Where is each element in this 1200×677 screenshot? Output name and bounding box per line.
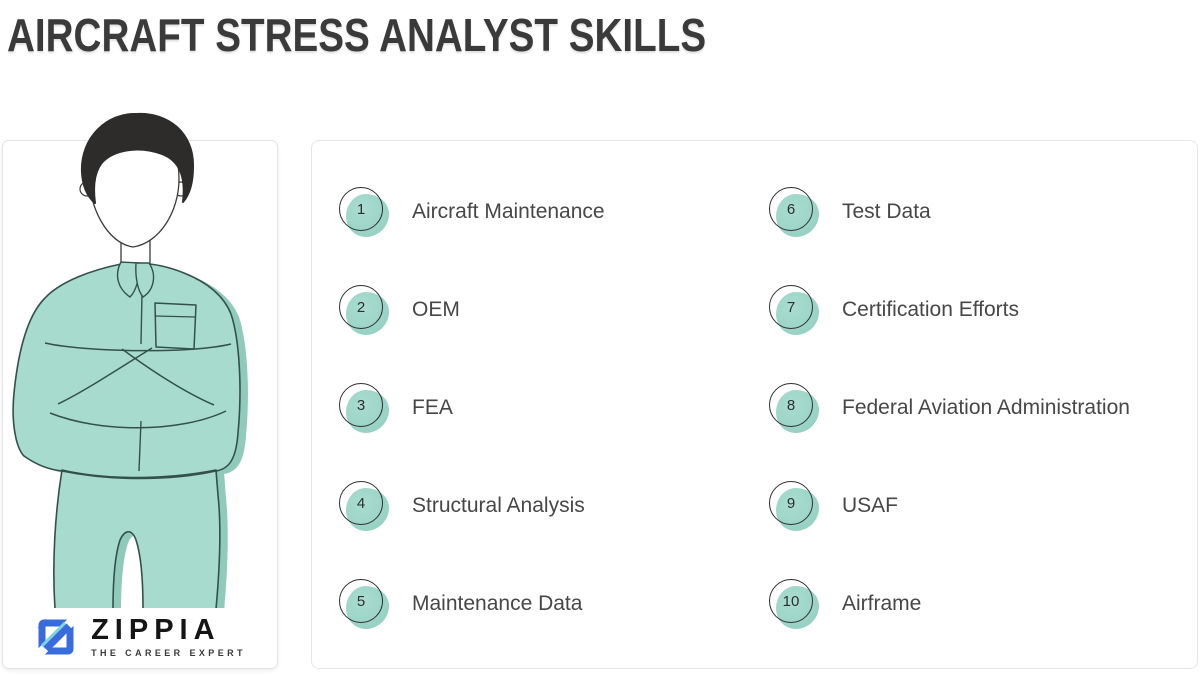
person-illustration-svg	[0, 103, 278, 615]
badge-ring	[339, 481, 383, 525]
skill-number-badge	[339, 187, 389, 237]
skill-label: Federal Aviation Administration	[842, 396, 1130, 419]
badge-ring	[339, 285, 383, 329]
brand-name: ZIPPIA	[91, 614, 221, 646]
skill-number: 10	[782, 592, 800, 610]
skill-label: Maintenance Data	[412, 592, 583, 615]
skill-item	[339, 383, 605, 433]
badge-ring	[769, 383, 813, 427]
skill-number: 2	[356, 298, 366, 316]
skill-item	[339, 187, 605, 237]
man-with-crossed-arms-illustration	[0, 103, 278, 615]
skill-number: 8	[786, 396, 796, 414]
skill-number: 9	[786, 494, 796, 512]
skill-item	[339, 285, 605, 335]
skill-number: 1	[356, 200, 366, 218]
skill-number: 4	[356, 494, 366, 512]
skills-column-right	[769, 187, 1130, 677]
badge-ring	[769, 579, 813, 623]
skill-label: USAF	[842, 494, 899, 517]
skill-label: Aircraft Maintenance	[412, 200, 605, 223]
skill-item	[769, 285, 1130, 335]
skill-label: Structural Analysis	[412, 494, 585, 517]
skill-label: FEA	[412, 396, 453, 419]
badge-ring	[339, 383, 383, 427]
skill-item	[769, 579, 1130, 629]
skill-number-badge	[339, 579, 389, 629]
skill-item	[769, 481, 1130, 531]
skill-number-badge	[339, 285, 389, 335]
skill-number-badge	[769, 579, 819, 629]
skill-item	[339, 579, 605, 629]
skill-number: 6	[786, 200, 796, 218]
zippia-logo-icon	[34, 615, 78, 659]
skill-number-badge	[339, 383, 389, 433]
badge-ring	[339, 579, 383, 623]
badge-ring	[769, 285, 813, 329]
badge-ring	[769, 187, 813, 231]
skill-label: OEM	[412, 298, 460, 321]
skill-number-badge	[339, 481, 389, 531]
skill-item	[769, 187, 1130, 237]
skill-number-badge	[769, 383, 819, 433]
skill-number: 7	[786, 298, 796, 316]
skill-number: 5	[356, 592, 366, 610]
skill-item	[769, 383, 1130, 433]
skills-card	[311, 140, 1198, 669]
skill-item	[339, 481, 605, 531]
badge-ring	[339, 187, 383, 231]
skill-number-badge	[769, 187, 819, 237]
shirt-pocket	[155, 303, 196, 349]
skill-number: 3	[356, 396, 366, 414]
brand-tagline: THE CAREER EXPERT	[91, 648, 246, 658]
skill-number-badge	[769, 285, 819, 335]
badge-ring	[769, 481, 813, 525]
skill-label: Certification Efforts	[842, 298, 1020, 321]
skills-column-left	[339, 187, 605, 677]
skill-label: Airframe	[842, 592, 922, 615]
skill-label: Test Data	[842, 200, 931, 223]
page-title: AIRCRAFT STRESS ANALYST SKILLS	[7, 9, 707, 61]
skill-number-badge	[769, 481, 819, 531]
zippia-brand	[3, 608, 277, 666]
